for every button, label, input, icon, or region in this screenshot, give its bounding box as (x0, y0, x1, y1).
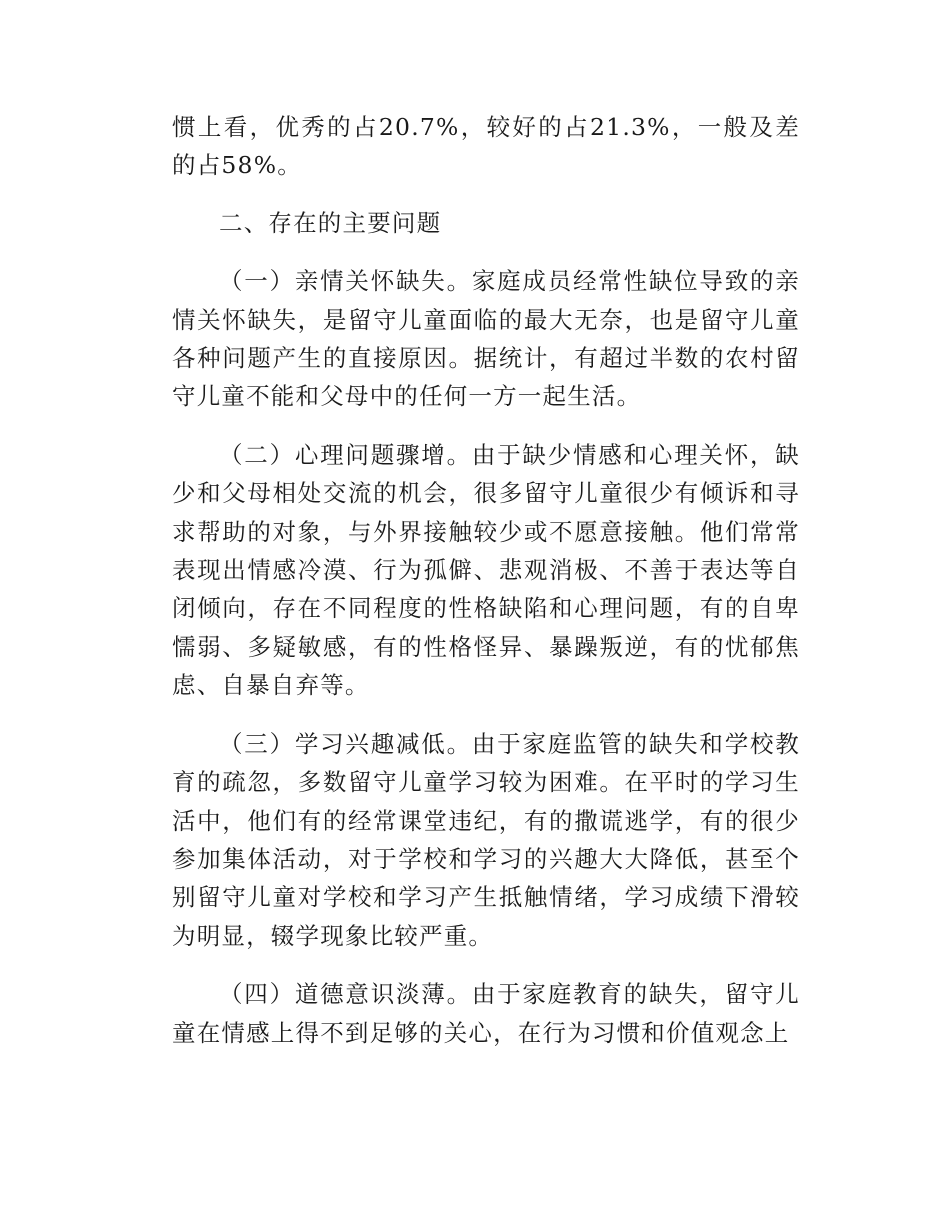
paragraph-continuation: 惯上看，优秀的占20.7%，较好的占21.3%，一般及差的占58%。 (172, 113, 800, 180)
document-page (172, 108, 800, 1052)
section-heading: 二、存在的主要问题 (219, 208, 442, 237)
paragraph-moral-awareness: （四）道德意识淡薄。由于家庭教育的缺失，留守儿童在情感上得不到足够的关心，在行为习惯和价值观念上 (172, 980, 800, 1047)
paragraph-family-care: （一）亲情关怀缺失。家庭成员经常性缺位导致的亲情关怀缺失，是留守儿童面临的最大无奈，也是留守儿童各种问题产生的直接原因。据统计，有超过半数的农村留守儿童不能和父母中的任何一方一起生活。 (172, 267, 800, 411)
paragraph-learning-interest: （三）学习兴趣减低。由于家庭监管的缺失和学校教育的疏忽，多数留守儿童学习较为困难。在平时的学习生活中，他们有的经常课堂违纪，有的撒谎逃学，有的很少参加集体活动，对于学校和学习的兴趣大大降低，甚至个别留守儿童对学校和学习产生抵触情绪，学习成绩下滑较为明显，辍学现象比较严重。 (172, 729, 800, 950)
paragraph-psychological-issues: （二）心理问题骤增。由于缺少情感和心理关怀，缺少和父母相处交流的机会，很多留守儿童很少有倾诉和寻求帮助的对象，与外界接触较少或不愿意接触。他们常常表现出情感冷漠、行为孤僻、悲观消极、不善于表达等自闭倾向，存在不同程度的性格缺陷和心理问题，有的自卑懦弱、多疑敏感，有的性格怪异、暴躁叛逆，有的忧郁焦虑、自暴自弃等。 (172, 440, 800, 700)
